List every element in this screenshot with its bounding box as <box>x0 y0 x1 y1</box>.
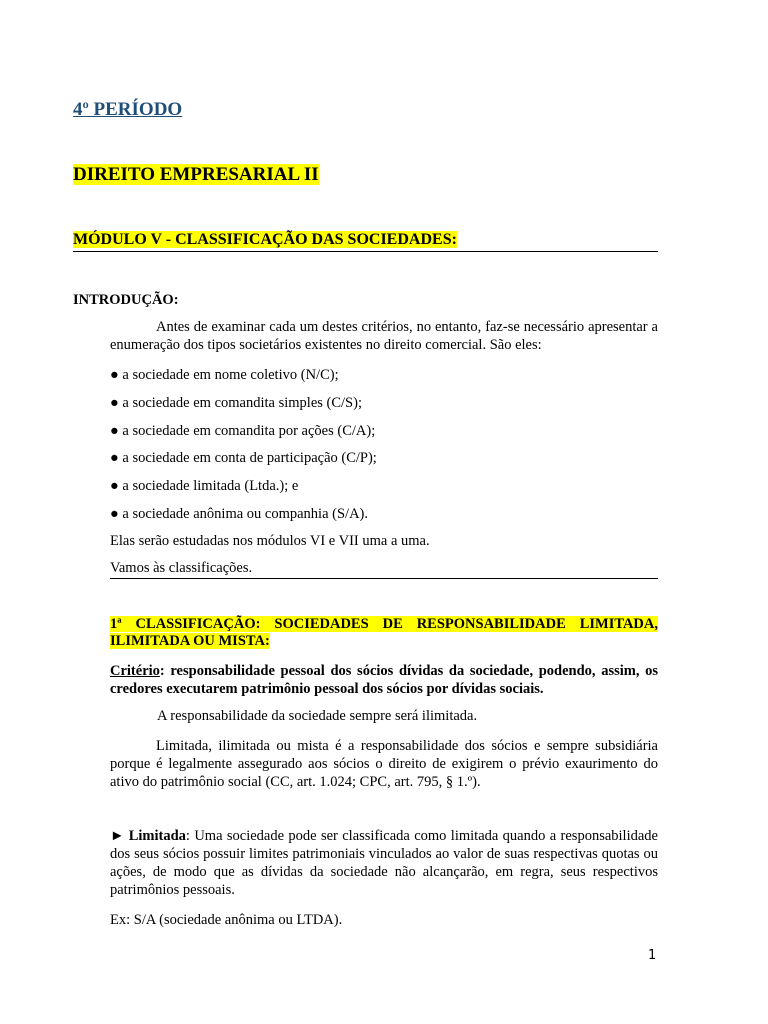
course-title-text: DIREITO EMPRESARIAL II <box>73 164 319 185</box>
criterion-label: Critério <box>110 663 160 679</box>
limited-label: ► Limitada <box>110 828 186 844</box>
module-title-text: MÓDULO V - CLASSIFICAÇÃO DAS SOCIEDADES: <box>73 231 457 248</box>
example-sentence: Ex: S/A (sociedade anônima ou LTDA). <box>110 912 343 928</box>
responsibility-sentence: A responsabilidade da sociedade sempre será ilimitada. <box>157 708 478 724</box>
limited-definition-paragraph <box>110 827 658 899</box>
list-item: ● a sociedade em nome coletivo (N/C); <box>110 367 339 383</box>
section-divider-sentence: Vamos às classificações. <box>110 559 658 579</box>
criterion-paragraph <box>110 662 658 698</box>
limited-definition-text: : Uma sociedade pode ser classificada como limitada quando a responsabilidade dos seus sócios possuir limites patrimoniais vinculados ao valor de suas respectivas quotas ou ações, de modo que as dívidas da sociedade não alcançarão, em regra, seus respectivos patrimônios pessoais. <box>110 828 658 898</box>
classification-title-text: 1ª CLASSIFICAÇÃO: SOCIEDADES DE RESPONSABILIDADE LIMITADA, ILIMITADA OU MISTA: <box>110 616 658 649</box>
closing-sentence: Elas serão estudadas nos módulos VI e VII uma a uma. <box>110 533 430 549</box>
module-title <box>73 229 658 252</box>
liability-paragraph: Limitada, ilimitada ou mista é a responsabilidade dos sócios e sempre subsidiária porque é legalmente assegurado aos sócios o direito de exigirem o prévio exaurimento do ativo do patrimônio social (CC, art. 1.024; CPC, art. 795, § 1.º). <box>110 738 658 790</box>
list-item: ● a sociedade anônima ou companhia (S/A). <box>110 506 368 522</box>
criterion-text: : responsabilidade pessoal dos sócios dívidas da sociedade, podendo, assim, os credores executarem patrimônio pessoal dos sócios por dívidas sociais. <box>110 663 658 697</box>
list-item: ● a sociedade em conta de participação (C/P); <box>110 450 377 466</box>
list-item: ● a sociedade em comandita simples (C/S); <box>110 395 362 411</box>
page-number: 1 <box>648 948 657 963</box>
list-item: ● a sociedade limitada (Ltda.); e <box>110 478 299 494</box>
classification-title <box>110 616 658 650</box>
introduction-heading: INTRODUÇÃO: <box>73 292 179 308</box>
course-title <box>73 163 319 187</box>
introduction-paragraph: Antes de examinar cada um destes critérios, no entanto, faz-se necessário apresentar a enumeração dos tipos societários existentes no direito comercial. São eles: <box>110 319 658 353</box>
list-item: ● a sociedade em comandita por ações (C/A); <box>110 423 376 439</box>
period-heading: 4º PERÍODO <box>73 99 183 120</box>
